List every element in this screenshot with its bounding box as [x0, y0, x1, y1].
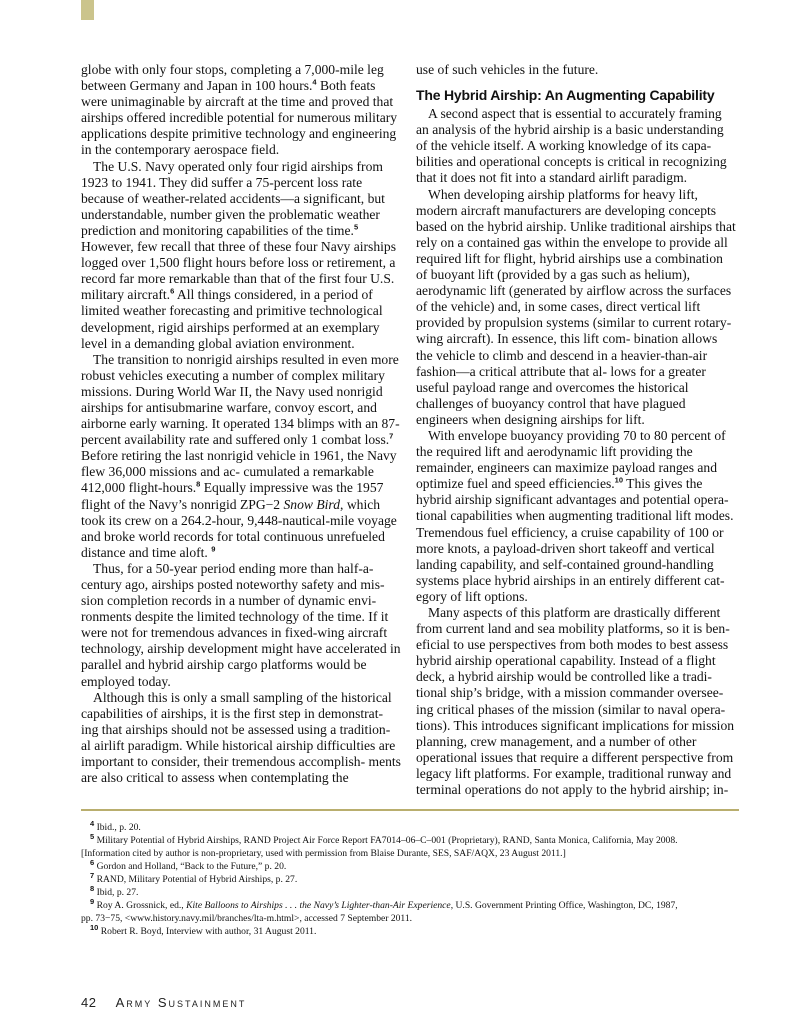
footnote — [81, 883, 739, 899]
text-run: RAND, Military Potential of Hybrid Airships, p. 27. — [94, 874, 298, 885]
footnote — [81, 831, 739, 847]
text-run: However, few recall that three of these four Navy airships logged over 1,500 flight hours before loss or retirement, a record far more remarkable than that of the first four U.S. military aircraft. — [81, 239, 397, 303]
text-run: globe with only four stops, completing a 7,000-mile leg between Germany and Japan in 100 hours. — [81, 62, 384, 94]
text-run: Both feats were unimaginable by aircraft at the time and proved that airships offered incredible potential for numerous military applications despite primitive technology and engineering in the contemporary aerospace field. — [81, 78, 398, 158]
body-paragraph — [416, 106, 736, 186]
footnote-ref: 4 — [90, 818, 95, 828]
text-run: Ibid., p. 20. — [94, 822, 141, 833]
footnote — [81, 818, 739, 834]
footnote-ref: 7 — [389, 431, 394, 441]
text-run: Gordon and Holland, “Back to the Future,” p. 20. — [94, 861, 287, 872]
footnote-ref: 5 — [90, 831, 95, 841]
footnote-ref: 7 — [90, 870, 95, 880]
italic-text: Snow Bird — [283, 496, 341, 512]
text-run: The U.S. Navy operated only four rigid airships from 1923 to 1941. They did suffer a 75-percent loss rate because of weather-related accidents—a significant, but understandable, number given the problematic weather prediction and monitoring capabilities of the time. — [81, 158, 385, 238]
footnote — [81, 847, 739, 860]
text-run: A second aspect that is essential to accurately framing an analysis of the hybrid airship is a basic understanding of the vehicle itself. A working knowledge of its capa- bilities and operational concepts is critical in recognizing that it does not fit into a standard airlift paradigm. — [416, 106, 727, 186]
right-column — [416, 62, 736, 798]
corner-tab-decoration — [81, 0, 94, 20]
text-run: This gives the hybrid airship significant advantages and potential opera- tional capabilities when augmenting traditional lift modes. Tremendous fuel efficiency, a cruise capability of 100 or more knots, a payload-driven short takeoff and vertical landing capability, and self-contained ground-handling systems place hybrid airships in an entirely different cat- egory of lift options. — [416, 476, 734, 604]
footnote-ref: 6 — [170, 286, 175, 296]
text-run: , which took its crew on a 264.2-hour, 9,448-nautical-mile voyage and broke world records for total continuous unrefueled distance and time aloft. — [81, 496, 397, 560]
footnote-ref: 9 — [211, 544, 216, 554]
body-paragraph — [81, 561, 401, 690]
footnote-ref: 10 — [614, 475, 624, 485]
body-paragraph — [81, 159, 401, 352]
body-paragraph — [416, 187, 736, 428]
body-paragraph — [81, 62, 401, 159]
body-paragraph — [416, 62, 736, 78]
footnote — [81, 922, 739, 938]
text-run: When developing airship platforms for heavy lift, modern aircraft manufacturers are developing concepts based on the hybrid airship. Unlike traditional airships that rely on a contained gas within the envelope to provide all required lift for flight, hybrid airships use a combination of buoyant lift (provided by a gas such as helium), aerodynamic lift (generated by airflow across the surfaces of the vehicle) and, in some cases, direct vertical lift provided by propulsion systems (similar to current rotary-wing aircraft). In essence, this lift com- bination allows the vehicle to climb and descend in a heavier-than-air fashion—a critical attribute that al- lows for a greater useful payload range and overcomes the historical challenges of buoyancy control that have plagued engineers when designing airships for lift. — [416, 186, 736, 427]
italic-text: Kite Balloons to Airships . . . the Navy’s Lighter-than-Air Experience — [186, 900, 451, 911]
section-heading: The Hybrid Airship: An Augmenting Capability — [416, 87, 715, 104]
text-run: With envelope buoyancy providing 70 to 80 percent of the required lift and aerodynamic lift providing the remainder, engineers can maximize payload ranges and optimize fuel and speed efficiencies. — [416, 427, 726, 492]
text-run: Equally impressive was the 1957 flight of the Navy’s nonrigid ZPG−2 — [81, 480, 384, 512]
page-footer — [81, 995, 246, 1010]
left-column — [81, 62, 401, 786]
text-run: use of such vehicles in the future. — [416, 62, 599, 77]
footnote-ref: 10 — [90, 922, 99, 932]
footnote — [81, 870, 739, 886]
footnote-ref: 9 — [90, 896, 95, 906]
text-run: All things considered, in a period of limited weather forecasting and primitive technological development, rigid airships performed at an exemplary level in a demanding global aviation environment. — [81, 287, 383, 351]
text-run: , U.S. Government Printing Office, Washington, DC, 1987, — [450, 900, 678, 911]
footnote-divider — [81, 809, 739, 811]
text-run: Roy A. Grossnick, ed., — [94, 900, 187, 911]
text-run: Ibid, p. 27. — [94, 887, 139, 898]
publication-name: Army Sustainment — [115, 995, 247, 1010]
text-run: pp. 73−75, <www.history.navy.mil/branches/lta-m.html>, accessed 7 September 2011. — [81, 913, 413, 924]
text-run: Many aspects of this platform are drastically different from current land and sea mobility platforms, so it is ben- eficial to use perspectives from both modes to best assess hybrid airship operational capability. Instead of a flight deck, a hybrid airship would be controlled like a tradi- tional ship’s bridge, with a mission commander oversee- ing critical phases of the mission (similar to naval opera- tions). This introduces significant implications for mission planning, crew management, and a number of other operational issues that require a different perspective from legacy lift platforms. For example, traditional runway and terminal operations do not apply to the hybrid airship; in- — [416, 605, 735, 798]
footnote — [81, 896, 739, 912]
text-run: Before retiring the last nonrigid vehicle in 1961, the Navy flew 36,000 missions and ac- cumulated a remarkable 412,000 flight-hours. — [81, 448, 397, 496]
body-paragraph — [416, 428, 736, 605]
footnote-ref: 5 — [353, 222, 359, 232]
footnotes — [81, 818, 739, 938]
footnote-ref: 6 — [90, 857, 95, 867]
footnote — [81, 857, 739, 873]
text-run: The transition to nonrigid airships resulted in even more robust vehicles executing a number of complex military missions. During World War II, the Navy used nonrigid airships for antisubmarine warfare, convoy escort, and airborne early warning. It operated 134 blimps with an 87-percent availability rate and suffered only 1 combat loss. — [81, 351, 400, 448]
text-run: [Information cited by author is non-proprietary, used with permission from Blaise Durante, SES, SAF/AQX, 23 August 2011.] — [81, 848, 566, 859]
footnote-ref: 8 — [90, 883, 95, 893]
text-run: Although this is only a small sampling of the historical capabilities of airships, it is the first step in demonstrat- ing that airships should not be assessed using a tradition- al airlift paradigm. While historical airship difficulties are important to consider, their tremendous accomplish- ments are also critical to assess when contemplating the — [81, 689, 401, 786]
page-number: 42 — [81, 995, 97, 1010]
footnote-ref: 8 — [196, 479, 201, 489]
text-run: Thus, for a 50-year period ending more than half-a- century ago, airships posted noteworthy safety and mis- sion completion records in a number of dynamic envi- ronments despite the limited technology of the time. If it were not for tremendous advances in fixed-wing aircraft technology, airship development might have accelerated in parallel and hybrid airship cargo platforms would be employed today. — [81, 560, 401, 689]
text-run: Robert R. Boyd, Interview with author, 31 August 2011. — [98, 926, 317, 937]
body-paragraph — [81, 352, 401, 561]
footnote-ref: 4 — [312, 77, 317, 87]
body-paragraph — [81, 690, 401, 787]
text-run: Military Potential of Hybrid Airships, RAND Project Air Force Report FA7014–06–C–001 (Proprietary), RAND, Santa Monica, California, May 2008. — [94, 835, 678, 846]
body-paragraph — [416, 605, 736, 798]
footnote — [81, 912, 739, 925]
